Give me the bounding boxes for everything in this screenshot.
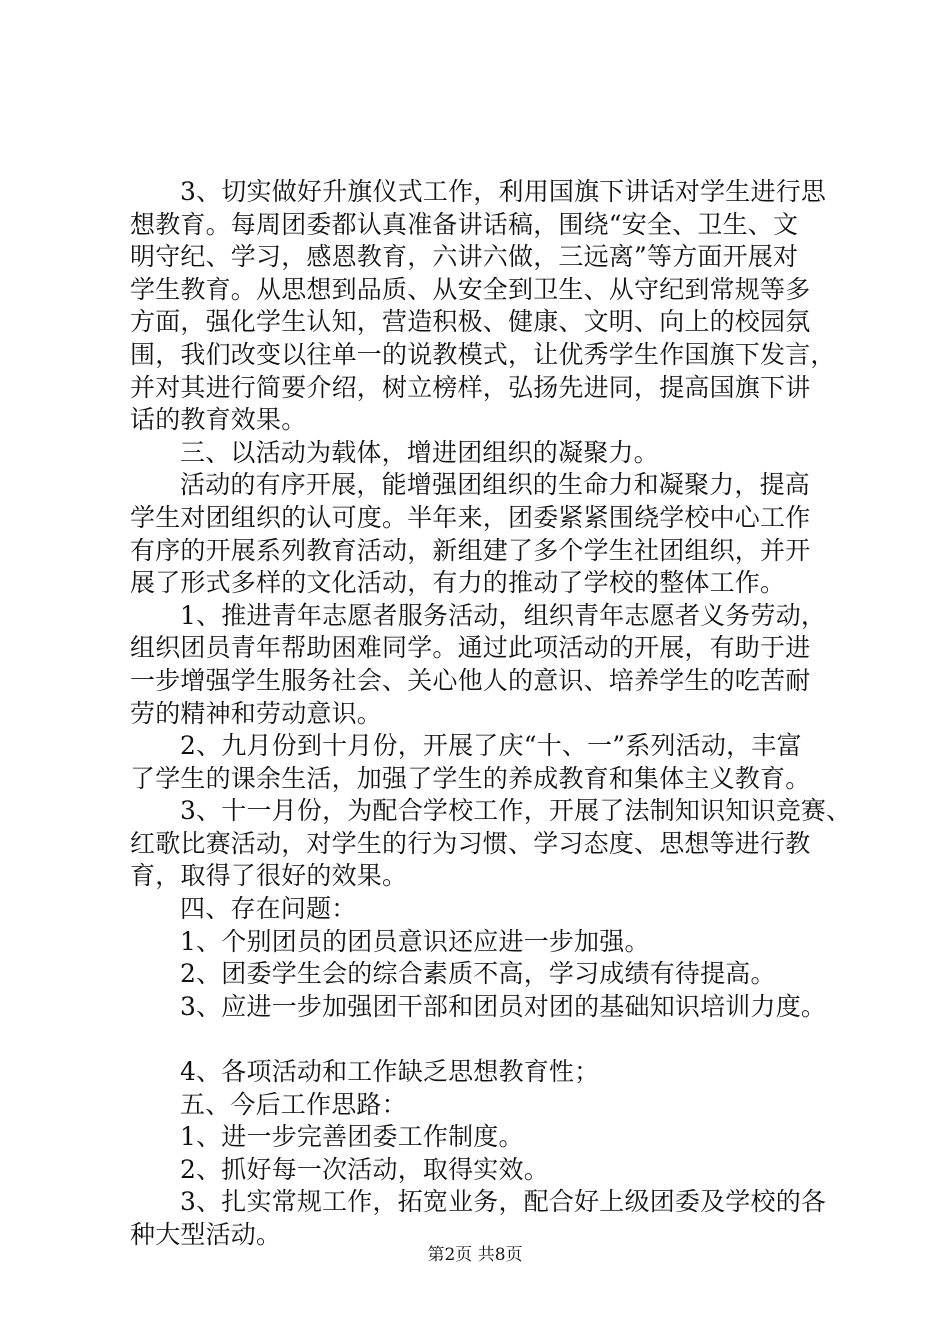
text-line: 3、扎实常规工作，拓宽业务，配合好上级团委及学校的各 bbox=[180, 1187, 827, 1217]
text-line: 学生对团组织的认可度。半年来，团委紧紧围绕学校中心工作 bbox=[130, 502, 811, 532]
text-line: 劳的精神和劳动意识。 bbox=[130, 698, 383, 728]
text-line: 一步增强学生服务社会、关心他人的意识、培养学生的吃苦耐 bbox=[130, 665, 811, 695]
text-line: 方面，强化学生认知，营造积极、健康、文明、向上的校园氛 bbox=[130, 307, 811, 337]
text-line: 育，取得了很好的效果。 bbox=[130, 861, 408, 891]
text-line: 1、个别团员的团员意识还应进一步加强。 bbox=[180, 926, 650, 956]
text-line: 围，我们改变以往单一的说教模式，让优秀学生作国旗下发言， bbox=[130, 339, 836, 369]
text-line: 2、九月份到十月份，开展了庆“十、一”系列活动，丰富 bbox=[180, 731, 802, 761]
text-line: 组织团员青年帮助困难同学。通过此项活动的开展，有助于进 bbox=[130, 633, 811, 663]
text-line: 1、进一步完善团委工作制度。 bbox=[180, 1122, 524, 1152]
document-body bbox=[130, 176, 852, 1252]
text-line: 3、应进一步加强团干部和团员对团的基础知识培训力度。 bbox=[180, 991, 827, 1021]
blank-line bbox=[130, 1023, 835, 1056]
text-line: 并对其进行简要介绍，树立榜样，弘扬先进同，提高国旗下讲 bbox=[130, 372, 811, 402]
text-line: 三、以活动为载体，增进团组织的凝聚力。 bbox=[180, 437, 659, 467]
text-line: 3、十一月份，为配合学校工作，开展了法制知识知识竞赛、 bbox=[180, 796, 852, 826]
text-line: 2、抓好每一次活动，取得实效。 bbox=[180, 1154, 549, 1184]
text-line: 明守纪、学习，感恩教育，六讲六做，三远离”等方面开展对 bbox=[130, 242, 799, 272]
text-line: 五、今后工作思路： bbox=[180, 1089, 407, 1119]
text-line: 展了形式多样的文化活动，有力的推动了学校的整体工作。 bbox=[130, 568, 786, 598]
text-line: 4、各项活动和工作缺乏思想教育性； bbox=[180, 1057, 600, 1087]
text-line: 红歌比赛活动，对学生的行为习惯、学习态度、思想等进行教 bbox=[130, 828, 811, 858]
text-line: 话的教育效果。 bbox=[130, 405, 307, 435]
text-line: 1、推进青年志愿者服务活动，组织青年志愿者义务劳动， bbox=[180, 600, 827, 630]
text-line: 四、存在问题： bbox=[180, 894, 357, 924]
page-footer: 第2页 共8页 bbox=[427, 1245, 523, 1265]
text-line: 想教育。每周团委都认真准备讲话稿，围绕“安全、卫生、文 bbox=[130, 209, 799, 239]
text-line: 3、切实做好升旗仪式工作，利用国旗下讲话对学生进行思 bbox=[180, 177, 827, 206]
text-line: 种大型活动。 bbox=[130, 1220, 282, 1249]
text-line: 了学生的课余生活，加强了学生的养成教育和集体主义教育。 bbox=[130, 763, 811, 793]
text-line: 活动的有序开展，能增强团组织的生命力和凝聚力，提高 bbox=[180, 470, 811, 500]
text-line: 2、团委学生会的综合素质不高，学习成绩有待提高。 bbox=[180, 959, 776, 989]
text-line: 学生教育。从思想到品质、从安全到卫生、从守纪到常规等多 bbox=[130, 274, 811, 304]
text-line: 有序的开展系列教育活动，新组建了多个学生社团组织，并开 bbox=[130, 535, 811, 565]
